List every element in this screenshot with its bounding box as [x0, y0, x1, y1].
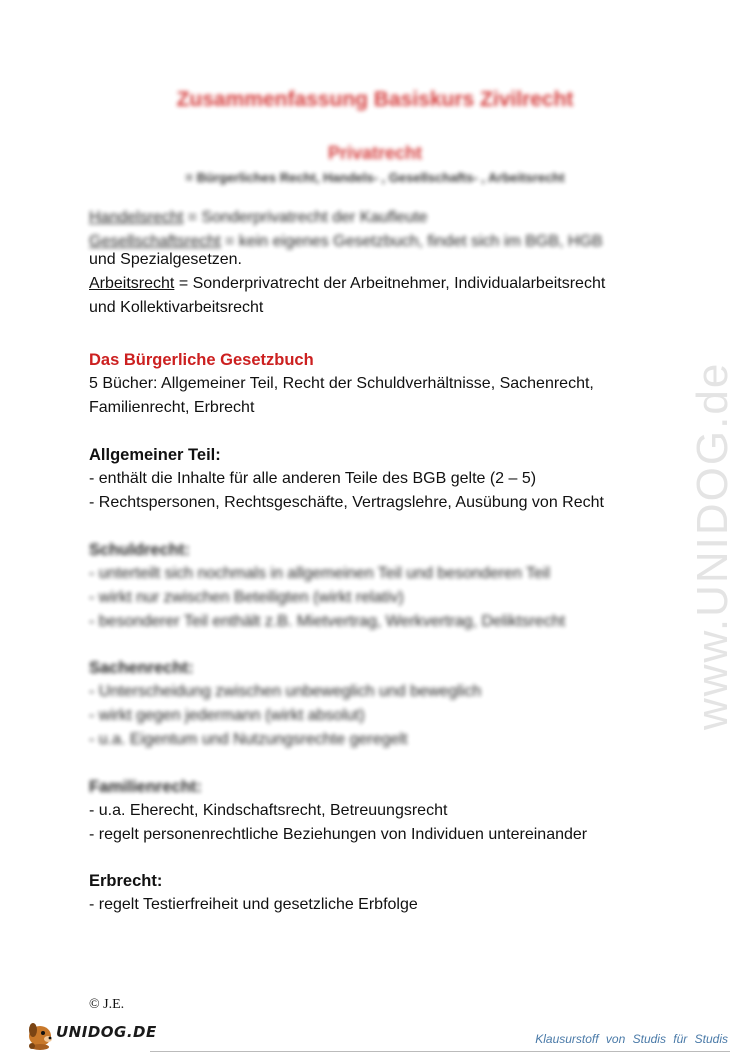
handel-term: Handelsrecht	[89, 209, 184, 226]
gesell-term: Gesellschaftsrecht	[89, 233, 221, 250]
section-sachen	[89, 656, 689, 752]
handel-text: = Sonderprivatrecht der Kaufleute	[183, 209, 428, 226]
document-title: Zusammenfassung Basiskurs Zivilrecht	[176, 88, 574, 111]
handel-line	[89, 206, 689, 230]
arbeit-line-2: und Kollektivarbeitsrecht	[89, 299, 264, 316]
list-item: - regelt Testierfreiheit und gesetzliche Erbfolge	[89, 896, 418, 913]
section-familie	[89, 775, 689, 847]
bgb-block	[89, 348, 689, 420]
list-item: - u.a. Eigentum und Nutzungsrechte geregelt	[89, 731, 408, 748]
footer-divider	[150, 1051, 730, 1052]
footer-tagline: Klausurstoff von Studis für Studis	[535, 1032, 728, 1046]
document-subline: = Bürgerliches Recht, Handels- , Gesellschafts- , Arbeitsrecht	[185, 170, 565, 185]
document-subtitle: Privatrecht	[327, 143, 423, 163]
bgb-line-2: Familienrecht, Erbrecht	[89, 399, 255, 416]
copyright: © J.E.	[89, 997, 125, 1012]
logo-text: UNIDOG.DE	[56, 1023, 157, 1041]
list-item: - regelt personenrechtliche Beziehungen von Individuen untereinander	[89, 826, 588, 843]
section-schuld	[89, 538, 689, 634]
gesell-line	[89, 230, 689, 254]
section-erb	[89, 869, 689, 917]
list-item: - wirkt nur zwischen Beteiligten (wirkt relativ)	[89, 589, 404, 606]
intro-block	[89, 206, 689, 320]
section-heading: Erbrecht:	[89, 872, 163, 890]
arbeit-line	[89, 272, 689, 296]
list-item: - Rechtspersonen, Rechtsgeschäfte, Vertragslehre, Ausübung von Recht	[89, 494, 604, 511]
section-heading: Schuldrecht:	[89, 541, 190, 559]
list-item: - u.a. Eherecht, Kindschaftsrecht, Betreuungsrecht	[89, 802, 448, 819]
list-item: - besonderer Teil enthält z.B. Mietvertrag, Werkvertrag, Deliktsrecht	[89, 613, 566, 630]
section-heading: Allgemeiner Teil:	[89, 446, 221, 464]
bgb-line-1: 5 Bücher: Allgemeiner Teil, Recht der Schuldverhältnisse, Sachenrecht,	[89, 375, 594, 392]
gesell-text: = kein eigenes Gesetzbuch, findet sich im BGB, HGB	[220, 233, 603, 250]
arbeit-text: = Sonderprivatrecht der Arbeitnehmer, Individualarbeitsrecht	[174, 275, 606, 292]
watermark: www.UNIDOG.de	[688, 361, 737, 730]
bgb-heading: Das Bürgerliche Gesetzbuch	[89, 351, 314, 369]
spezial-line: und Spezialgesetzen.	[89, 251, 242, 268]
section-heading: Familienrecht:	[89, 778, 202, 796]
section-allgemein	[89, 443, 689, 515]
list-item: - Unterscheidung zwischen unbeweglich und beweglich	[89, 683, 482, 700]
list-item: - wirkt gegen jedermann (wirkt absolut)	[89, 707, 365, 724]
list-item: - enthält die Inhalte für alle anderen Teile des BGB gelte (2 – 5)	[89, 470, 537, 487]
arbeit-term: Arbeitsrecht	[89, 275, 175, 292]
section-heading: Sachenrecht:	[89, 659, 194, 677]
list-item: - unterteilt sich nochmals in allgemeinen Teil und besonderen Teil	[89, 565, 551, 582]
